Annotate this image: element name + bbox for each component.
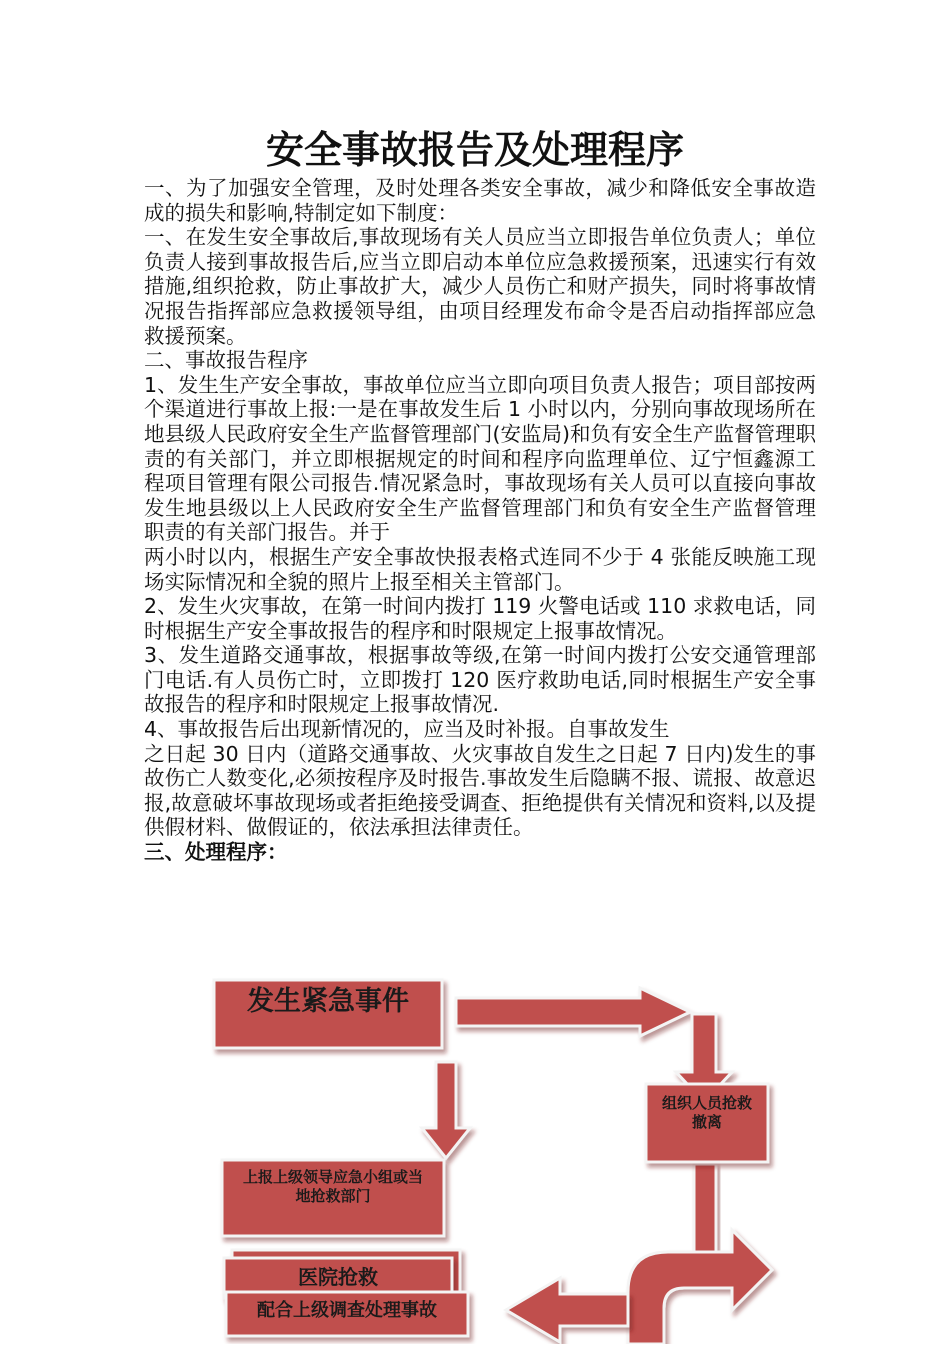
paragraph-1: 一、在发生安全事故后,事故现场有关人员应当立即报告单位负责人；单位负责人接到事故报告后,应当立即启动本单位应急救援预案，迅速实行有效措施,组织抢救，防止事故扩大，减少人员伤亡和财产损失，同时将事故情况报告指挥部应急救援领导组，由项目经理发布命令是否启动指挥部应急救援预案。 — [144, 225, 816, 348]
label-investigate: 配合上级调查处理事故 — [257, 1300, 437, 1321]
page-title: 安全事故报告及处理程序 — [265, 128, 684, 172]
section-3-heading: 三、处理程序： — [144, 840, 288, 865]
label-hospital: 医院抢救 — [298, 1265, 378, 1289]
paragraph-2-1-cont: 两小时以内，根据生产安全事故快报表格式连同不少于 4 张能反映施工现场实际情况和全貌的照片上报至相关主管部门。 — [144, 544, 816, 594]
flowchart-graphic — [0, 960, 950, 1344]
flowchart — [0, 960, 950, 1344]
paragraph-intro: 一、为了加强安全管理，及时处理各类安全事故，减少和降低安全事故造成的损失和影响,特制定如下制度： — [144, 176, 816, 225]
connector-bar-icon — [694, 1164, 716, 1260]
arrow-right-icon — [456, 988, 690, 1036]
paragraph-2-2: 2、发生火灾事故，在第一时间内拨打 119 火警电话或 110 求救电话，同时根据生产安全事故报告的程序和时限规定上报事故情况。 — [144, 594, 816, 643]
label-emergency: 发生紧急事件 — [247, 986, 409, 1017]
document-body — [144, 176, 816, 865]
arrow-left-icon — [506, 1278, 628, 1342]
paragraph-2-4-cont: 之日起 30 日内（道路交通事故、火灾事故自发生之日起 7 日内)发生的事故伤亡人数变化,必须按程序及时报告.事故发生后隐瞒不报、谎报、故意迟报,故意破坏事故现场或者拒绝接受调查、拒绝提供有关情况和资料,以及提供假材料、做假证的，依法承担法律责任。 — [144, 741, 816, 840]
label-evacuate: 组织人员抢救撤离 — [661, 1094, 752, 1131]
arrow-down-icon — [422, 1062, 470, 1158]
paragraph-2-3: 3、发生道路交通事故，根据事故等级,在第一时间内拨打公安交通管理部门电话.有人员伤亡时，立即拨打 120 医疗救助电话,同时根据生产安全事故报告的程序和时限规定上报事故情况. — [144, 643, 816, 717]
section-2-heading: 二、事故报告程序 — [144, 348, 308, 373]
paragraph-2-1: 1、发生生产安全事故，事故单位应当立即向项目负责人报告；项目部按两个渠道进行事故上报:一是在事故发生后 1 小时以内，分别向事故现场所在地县级人民政府安全生产监督管理部门(安监局)和负有安全生产监督管理职责的有关部门，并立即根据规定的时间和程序向监理单位、辽宁恒鑫源工程项目管理有限公司报告.情况紧急时，事故现场有关人员可以直接向事故发生地县级以上人民政府安全生产监督管理部门和负有安全生产监督管理职责的有关部门报告。并于 — [144, 372, 816, 545]
label-report-up: 上报上级领导应急小组或当地抢救部门 — [242, 1168, 423, 1205]
paragraph-2-4: 4、事故报告后出现新情况的，应当及时补报。自事故发生 — [144, 717, 670, 742]
